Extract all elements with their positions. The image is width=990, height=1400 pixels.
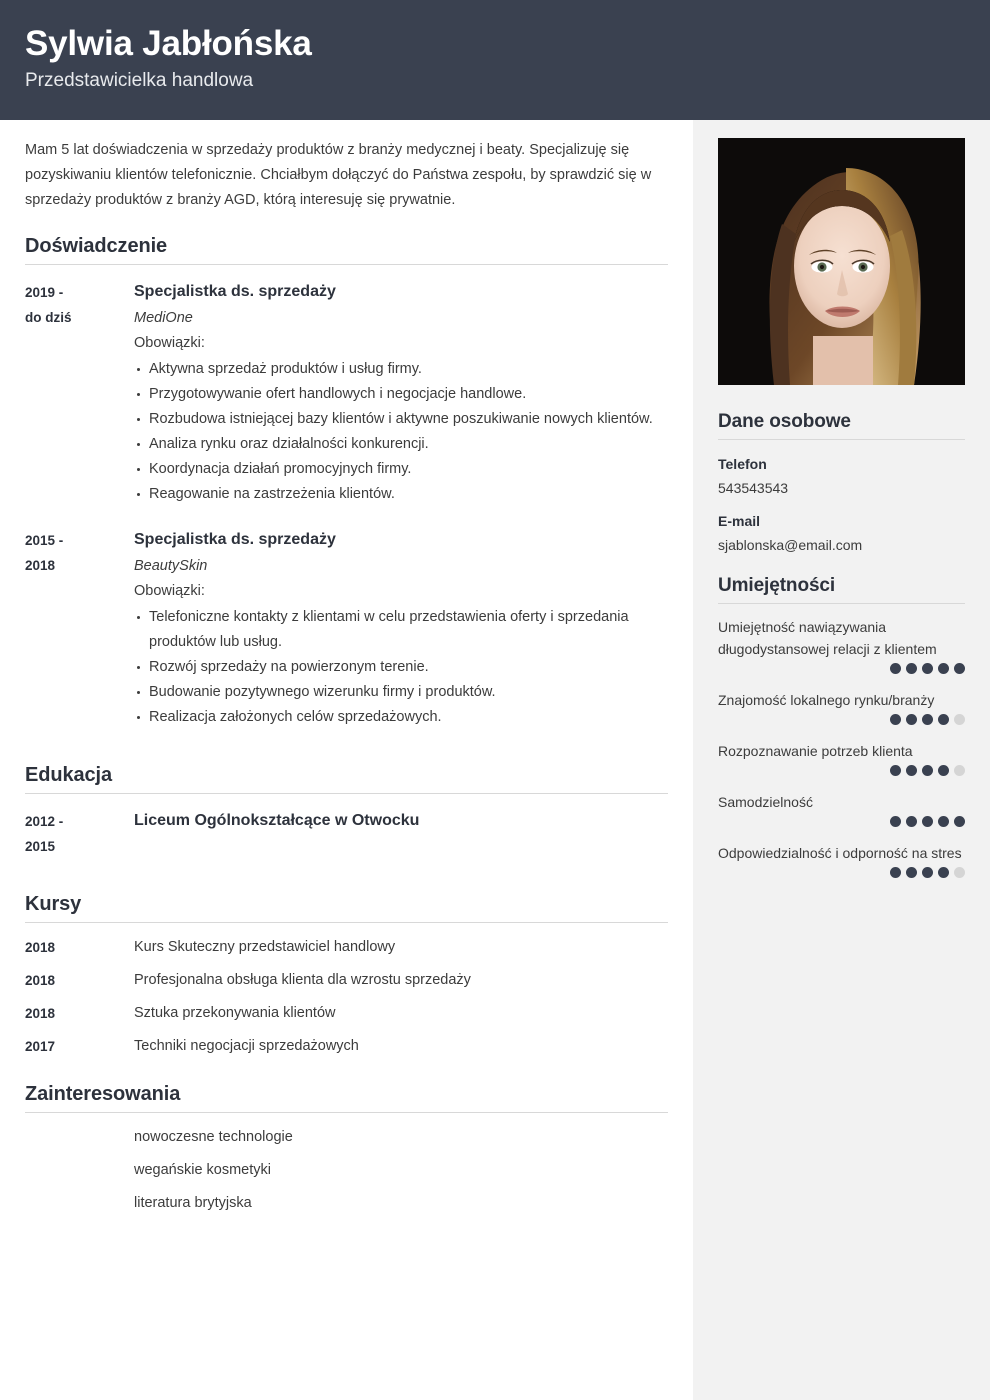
rating-dot-filled	[938, 867, 949, 878]
section-title-personal-data: Dane osobowe	[718, 411, 965, 440]
interest-item	[25, 1193, 668, 1214]
rating-dot-filled	[922, 663, 933, 674]
course-item-year: 2018	[25, 940, 56, 955]
rating-dot-filled	[922, 816, 933, 827]
section-title-courses: Kursy	[25, 893, 668, 923]
experience-company: MediOne	[134, 310, 193, 326]
course-item	[25, 1003, 668, 1024]
course-item-name: Techniki negocjacji sprzedażowych	[134, 1038, 359, 1054]
course-item	[25, 937, 668, 958]
interest-item	[25, 1127, 668, 1148]
course-item-year: 2017	[25, 1039, 56, 1054]
skill-rating	[718, 816, 965, 827]
date-line-end: 2018	[25, 558, 56, 573]
skills-list	[718, 616, 965, 878]
duty-item: Aktywna sprzedaż produktów i usług firmy.	[134, 357, 668, 382]
skill-item	[718, 616, 965, 674]
rating-dot-filled	[922, 714, 933, 725]
rating-dot-filled	[906, 765, 917, 776]
contact-value: sjablonska@email.com	[718, 537, 863, 553]
course-item-name: Profesjonalna obsługa klienta dla wzrostu sprzedaży	[134, 972, 471, 988]
experience-duties	[134, 605, 668, 730]
course-item	[25, 1036, 668, 1057]
skill-name: Odpowiedzialność i odporność na stres	[718, 845, 962, 861]
contact-label: E-mail	[718, 513, 761, 529]
rating-dot-filled	[890, 714, 901, 725]
experience-position: Specjalistka ds. sprzedaży	[134, 531, 336, 548]
professional-summary: Mam 5 lat doświadczenia w sprzedaży produktów z branży medycznej i beaty. Specjalizuję się pozyskiwaniu klientów telefonicznie. Chciałbym dołączyć do Państwa zespołu, by sprawdzić się w sprzedaży produktów z branży AGD, którą interesuję się prywatnie.	[25, 142, 652, 208]
experience-entry	[25, 527, 668, 730]
rating-dot-empty	[954, 714, 965, 725]
interests-list	[25, 1127, 668, 1214]
course-item-name: Kurs Skuteczny przedstawiciel handlowy	[134, 939, 396, 955]
profile-photo	[718, 138, 965, 385]
section-title-interests: Zainteresowania	[25, 1083, 668, 1113]
contact-value: 543543543	[718, 480, 789, 496]
course-item-year: 2018	[25, 973, 56, 988]
rating-dot-filled	[922, 867, 933, 878]
experience-list	[25, 279, 668, 730]
interest-item-year	[25, 1193, 134, 1214]
skill-rating	[718, 867, 965, 878]
experience-entry-date	[25, 279, 134, 507]
section-title-education: Edukacja	[25, 764, 668, 794]
rating-dot-filled	[890, 765, 901, 776]
skill-name: Rozpoznawanie potrzeb klienta	[718, 743, 913, 759]
interest-item-year	[25, 1160, 134, 1181]
contact-label: Telefon	[718, 456, 767, 472]
rating-dot-filled	[906, 816, 917, 827]
skill-rating	[718, 714, 965, 725]
rating-dot-filled	[890, 816, 901, 827]
interest-item-year	[25, 1127, 134, 1148]
interest-item-name: nowoczesne technologie	[134, 1129, 293, 1145]
rating-dot-filled	[890, 867, 901, 878]
education-school: Liceum Ogólnokształcące w Otwocku	[134, 812, 420, 829]
date-line-end: 2015	[25, 839, 56, 854]
candidate-name: Sylwia Jabłońska	[25, 24, 312, 63]
rating-dot-filled	[954, 816, 965, 827]
rating-dot-filled	[922, 765, 933, 776]
interest-item-name: literatura brytyjska	[134, 1195, 252, 1211]
duty-item: Analiza rynku oraz działalności konkurencji.	[134, 432, 668, 457]
section-title-experience: Doświadczenie	[25, 235, 668, 265]
experience-duties-label: Obowiązki:	[134, 583, 205, 599]
courses-list	[25, 937, 668, 1057]
rating-dot-filled	[954, 663, 965, 674]
rating-dot-filled	[938, 816, 949, 827]
experience-duties	[134, 357, 668, 507]
skill-item	[718, 689, 965, 725]
skill-rating	[718, 765, 965, 776]
interest-item-name: wegańskie kosmetyki	[134, 1162, 271, 1178]
experience-entry-body	[134, 279, 668, 507]
skill-name: Umiejętność nawiązywania długodystansowej relacji z klientem	[718, 619, 937, 657]
education-list	[25, 808, 668, 859]
contact-list	[718, 452, 965, 557]
rating-dot-filled	[906, 714, 917, 725]
sidebar-column	[693, 120, 990, 1400]
course-item-name: Sztuka przekonywania klientów	[134, 1005, 336, 1021]
experience-entry-date	[25, 527, 134, 730]
education-entry-body	[134, 808, 668, 859]
date-line-end: do dziś	[25, 310, 72, 325]
rating-dot-filled	[938, 714, 949, 725]
rating-dot-filled	[906, 867, 917, 878]
rating-dot-filled	[890, 663, 901, 674]
date-line-start: 2015 -	[25, 533, 64, 548]
rating-dot-filled	[938, 765, 949, 776]
experience-position: Specjalistka ds. sprzedaży	[134, 283, 336, 300]
duty-item: Koordynacja działań promocyjnych firmy.	[134, 457, 668, 482]
section-title-skills: Umiejętności	[718, 575, 965, 604]
rating-dot-empty	[954, 867, 965, 878]
resume-body	[0, 120, 990, 1400]
duty-item: Realizacja założonych celów sprzedażowych.	[134, 705, 668, 730]
skill-item	[718, 791, 965, 827]
date-line-start: 2012 -	[25, 814, 64, 829]
experience-entry	[25, 279, 668, 507]
skill-item	[718, 740, 965, 776]
date-line-start: 2019 -	[25, 285, 64, 300]
duty-item: Reagowanie na zastrzeżenia klientów.	[134, 482, 668, 507]
duty-item: Rozbudowa istniejącej bazy klientów i aktywne poszukiwanie nowych klientów.	[134, 407, 668, 432]
candidate-job-title: Przedstawicielka handlowa	[25, 70, 254, 91]
experience-company: BeautySkin	[134, 558, 208, 574]
duty-item: Przygotowywanie ofert handlowych i negocjacje handlowe.	[134, 382, 668, 407]
rating-dot-filled	[906, 663, 917, 674]
duty-item: Rozwój sprzedaży na powierzonym terenie.	[134, 655, 668, 680]
course-item-year: 2018	[25, 1006, 56, 1021]
experience-duties-label: Obowiązki:	[134, 335, 205, 351]
skill-name: Znajomość lokalnego rynku/branży	[718, 692, 935, 708]
main-column	[0, 120, 693, 1400]
skill-item	[718, 842, 965, 878]
rating-dot-empty	[954, 765, 965, 776]
experience-entry-body	[134, 527, 668, 730]
education-entry-date	[25, 808, 134, 859]
resume-header	[0, 0, 990, 120]
course-item	[25, 970, 668, 991]
duty-item: Telefoniczne kontakty z klientami w celu przedstawienia oferty i sprzedania produktów lub usług.	[134, 605, 668, 655]
duty-item: Budowanie pozytywnego wizerunku firmy i produktów.	[134, 680, 668, 705]
skill-rating	[718, 663, 965, 674]
rating-dot-filled	[938, 663, 949, 674]
interest-item	[25, 1160, 668, 1181]
education-entry	[25, 808, 668, 859]
skill-name: Samodzielność	[718, 794, 813, 810]
